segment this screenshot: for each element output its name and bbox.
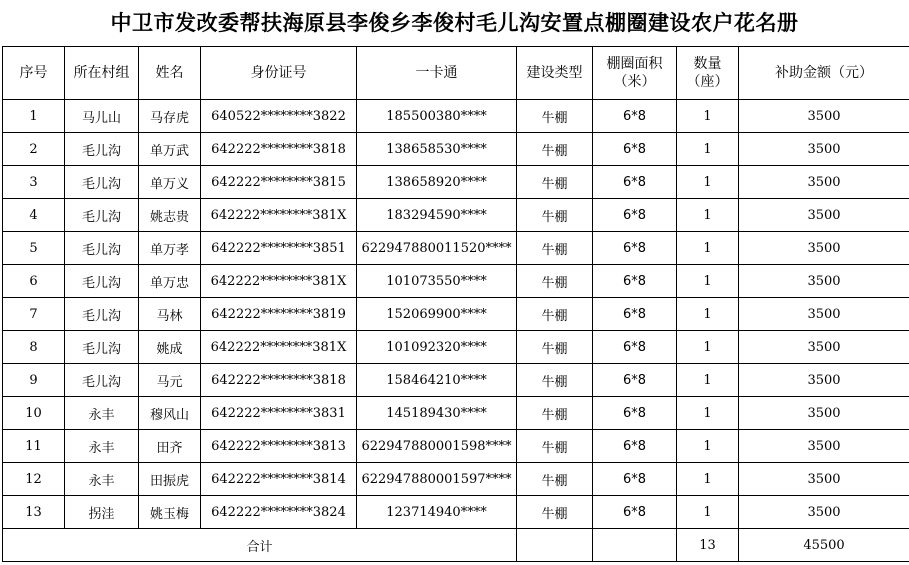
cell-pen-area: 6*8 bbox=[593, 463, 677, 496]
cell-quantity: 1 bbox=[677, 265, 739, 298]
cell-seq: 2 bbox=[3, 133, 65, 166]
cell-seq: 4 bbox=[3, 199, 65, 232]
cell-village: 永丰 bbox=[65, 463, 139, 496]
cell-build-type: 牛棚 bbox=[517, 331, 593, 364]
cell-quantity: 1 bbox=[677, 133, 739, 166]
cell-pen-area: 6*8 bbox=[593, 397, 677, 430]
cell-name: 单万义 bbox=[139, 166, 201, 199]
cell-pen-area: 6*8 bbox=[593, 298, 677, 331]
cell-pen-area: 6*8 bbox=[593, 199, 677, 232]
header-quantity bbox=[677, 47, 739, 100]
cell-name: 单万孝 bbox=[139, 232, 201, 265]
cell-id-number: 642222********381X bbox=[201, 199, 357, 232]
cell-build-type: 牛棚 bbox=[517, 265, 593, 298]
cell-subsidy: 3500 bbox=[739, 298, 909, 331]
cell-card: 101092320**** bbox=[357, 331, 517, 364]
cell-village: 拐洼 bbox=[65, 496, 139, 529]
cell-village: 毛儿沟 bbox=[65, 133, 139, 166]
cell-id-number: 642222********3824 bbox=[201, 496, 357, 529]
cell-card: 185500380**** bbox=[357, 100, 517, 133]
cell-card: 152069900**** bbox=[357, 298, 517, 331]
table-row bbox=[3, 232, 909, 265]
cell-id-number: 642222********3831 bbox=[201, 397, 357, 430]
cell-village: 毛儿沟 bbox=[65, 166, 139, 199]
cell-name: 马元 bbox=[139, 364, 201, 397]
cell-seq: 10 bbox=[3, 397, 65, 430]
cell-quantity: 1 bbox=[677, 232, 739, 265]
cell-quantity: 1 bbox=[677, 100, 739, 133]
cell-build-type: 牛棚 bbox=[517, 364, 593, 397]
header-pen-area bbox=[593, 47, 677, 100]
cell-pen-area: 6*8 bbox=[593, 232, 677, 265]
cell-name: 田齐 bbox=[139, 430, 201, 463]
cell-village: 毛儿沟 bbox=[65, 331, 139, 364]
cell-subsidy: 3500 bbox=[739, 166, 909, 199]
cell-quantity: 1 bbox=[677, 298, 739, 331]
cell-subsidy: 3500 bbox=[739, 496, 909, 529]
cell-build-type: 牛棚 bbox=[517, 166, 593, 199]
cell-id-number: 642222********3813 bbox=[201, 430, 357, 463]
cell-village: 永丰 bbox=[65, 430, 139, 463]
cell-quantity: 1 bbox=[677, 199, 739, 232]
cell-build-type: 牛棚 bbox=[517, 496, 593, 529]
cell-id-number: 642222********3815 bbox=[201, 166, 357, 199]
cell-subsidy: 3500 bbox=[739, 397, 909, 430]
cell-build-type: 牛棚 bbox=[517, 463, 593, 496]
cell-card: 158464210**** bbox=[357, 364, 517, 397]
cell-id-number: 642222********3818 bbox=[201, 364, 357, 397]
cell-seq: 3 bbox=[3, 166, 65, 199]
cell-card: 622947880011520**** bbox=[357, 232, 517, 265]
cell-subsidy: 3500 bbox=[739, 133, 909, 166]
header-build-type: 建设类型 bbox=[517, 47, 593, 100]
table-row bbox=[3, 430, 909, 463]
cell-subsidy: 3500 bbox=[739, 364, 909, 397]
cell-card: 101073550**** bbox=[357, 265, 517, 298]
total-row bbox=[3, 529, 909, 562]
cell-card: 622947880001597**** bbox=[357, 463, 517, 496]
cell-pen-area: 6*8 bbox=[593, 496, 677, 529]
cell-quantity: 1 bbox=[677, 166, 739, 199]
cell-quantity: 1 bbox=[677, 430, 739, 463]
header-quantity-line1: 数量 bbox=[693, 56, 722, 72]
cell-village: 马儿山 bbox=[65, 100, 139, 133]
cell-village: 毛儿沟 bbox=[65, 265, 139, 298]
header-seq: 序号 bbox=[3, 47, 65, 100]
total-quantity: 13 bbox=[677, 529, 739, 562]
cell-card: 145189430**** bbox=[357, 397, 517, 430]
header-name: 姓名 bbox=[139, 47, 201, 100]
cell-pen-area: 6*8 bbox=[593, 331, 677, 364]
cell-subsidy: 3500 bbox=[739, 232, 909, 265]
cell-village: 毛儿沟 bbox=[65, 298, 139, 331]
cell-card: 183294590**** bbox=[357, 199, 517, 232]
cell-name: 穆风山 bbox=[139, 397, 201, 430]
cell-build-type: 牛棚 bbox=[517, 232, 593, 265]
cell-subsidy: 3500 bbox=[739, 463, 909, 496]
cell-id-number: 642222********3819 bbox=[201, 298, 357, 331]
document-title: 中卫市发改委帮扶海原县李俊乡李俊村毛儿沟安置点棚圈建设农户花名册 bbox=[110, 11, 799, 35]
table-row bbox=[3, 463, 909, 496]
cell-seq: 13 bbox=[3, 496, 65, 529]
cell-name: 单万忠 bbox=[139, 265, 201, 298]
cell-quantity: 1 bbox=[677, 496, 739, 529]
cell-name: 姚玉梅 bbox=[139, 496, 201, 529]
cell-pen-area: 6*8 bbox=[593, 166, 677, 199]
cell-id-number: 640522********3822 bbox=[201, 100, 357, 133]
cell-build-type: 牛棚 bbox=[517, 133, 593, 166]
table-header-row bbox=[3, 47, 909, 100]
header-village: 所在村组 bbox=[65, 47, 139, 100]
cell-id-number: 642222********381X bbox=[201, 265, 357, 298]
cell-card: 138658530**** bbox=[357, 133, 517, 166]
header-subsidy: 补助金额（元） bbox=[739, 47, 909, 100]
cell-seq: 11 bbox=[3, 430, 65, 463]
cell-seq: 6 bbox=[3, 265, 65, 298]
cell-seq: 5 bbox=[3, 232, 65, 265]
header-quantity-line2: （座） bbox=[686, 74, 729, 90]
cell-subsidy: 3500 bbox=[739, 100, 909, 133]
total-label: 合计 bbox=[3, 529, 517, 562]
total-empty-area bbox=[593, 529, 677, 562]
table-row bbox=[3, 265, 909, 298]
table-row bbox=[3, 199, 909, 232]
cell-quantity: 1 bbox=[677, 397, 739, 430]
header-pen-area-line2: （米） bbox=[613, 74, 656, 90]
header-card: 一卡通 bbox=[357, 47, 517, 100]
cell-id-number: 642222********381X bbox=[201, 331, 357, 364]
table-row bbox=[3, 331, 909, 364]
cell-card: 622947880001598**** bbox=[357, 430, 517, 463]
cell-id-number: 642222********3814 bbox=[201, 463, 357, 496]
cell-id-number: 642222********3818 bbox=[201, 133, 357, 166]
cell-build-type: 牛棚 bbox=[517, 430, 593, 463]
cell-seq: 1 bbox=[3, 100, 65, 133]
cell-id-number: 642222********3851 bbox=[201, 232, 357, 265]
cell-subsidy: 3500 bbox=[739, 199, 909, 232]
table-row bbox=[3, 166, 909, 199]
cell-build-type: 牛棚 bbox=[517, 397, 593, 430]
cell-seq: 8 bbox=[3, 331, 65, 364]
cell-subsidy: 3500 bbox=[739, 265, 909, 298]
cell-name: 马存虎 bbox=[139, 100, 201, 133]
cell-build-type: 牛棚 bbox=[517, 100, 593, 133]
cell-subsidy: 3500 bbox=[739, 430, 909, 463]
cell-quantity: 1 bbox=[677, 364, 739, 397]
header-pen-area-line1: 棚圈面积 bbox=[606, 56, 663, 72]
table-row bbox=[3, 100, 909, 133]
cell-village: 毛儿沟 bbox=[65, 364, 139, 397]
total-subsidy: 45500 bbox=[739, 529, 909, 562]
table-row bbox=[3, 298, 909, 331]
cell-village: 永丰 bbox=[65, 397, 139, 430]
cell-pen-area: 6*8 bbox=[593, 133, 677, 166]
cell-name: 单万武 bbox=[139, 133, 201, 166]
cell-name: 马林 bbox=[139, 298, 201, 331]
cell-subsidy: 3500 bbox=[739, 331, 909, 364]
cell-card: 138658920**** bbox=[357, 166, 517, 199]
cell-pen-area: 6*8 bbox=[593, 100, 677, 133]
cell-pen-area: 6*8 bbox=[593, 265, 677, 298]
roster-table bbox=[2, 46, 909, 562]
cell-pen-area: 6*8 bbox=[593, 364, 677, 397]
cell-name: 姚成 bbox=[139, 331, 201, 364]
cell-build-type: 牛棚 bbox=[517, 298, 593, 331]
table-row bbox=[3, 496, 909, 529]
cell-card: 123714940**** bbox=[357, 496, 517, 529]
table-row bbox=[3, 364, 909, 397]
table-row bbox=[3, 133, 909, 166]
cell-seq: 12 bbox=[3, 463, 65, 496]
cell-quantity: 1 bbox=[677, 463, 739, 496]
cell-village: 毛儿沟 bbox=[65, 232, 139, 265]
table-row bbox=[3, 397, 909, 430]
total-empty-type bbox=[517, 529, 593, 562]
cell-name: 田振虎 bbox=[139, 463, 201, 496]
cell-build-type: 牛棚 bbox=[517, 199, 593, 232]
header-id-number: 身份证号 bbox=[201, 47, 357, 100]
cell-pen-area: 6*8 bbox=[593, 430, 677, 463]
cell-seq: 9 bbox=[3, 364, 65, 397]
roster-body bbox=[3, 100, 909, 529]
cell-seq: 7 bbox=[3, 298, 65, 331]
cell-village: 毛儿沟 bbox=[65, 199, 139, 232]
cell-quantity: 1 bbox=[677, 331, 739, 364]
cell-name: 姚志贵 bbox=[139, 199, 201, 232]
